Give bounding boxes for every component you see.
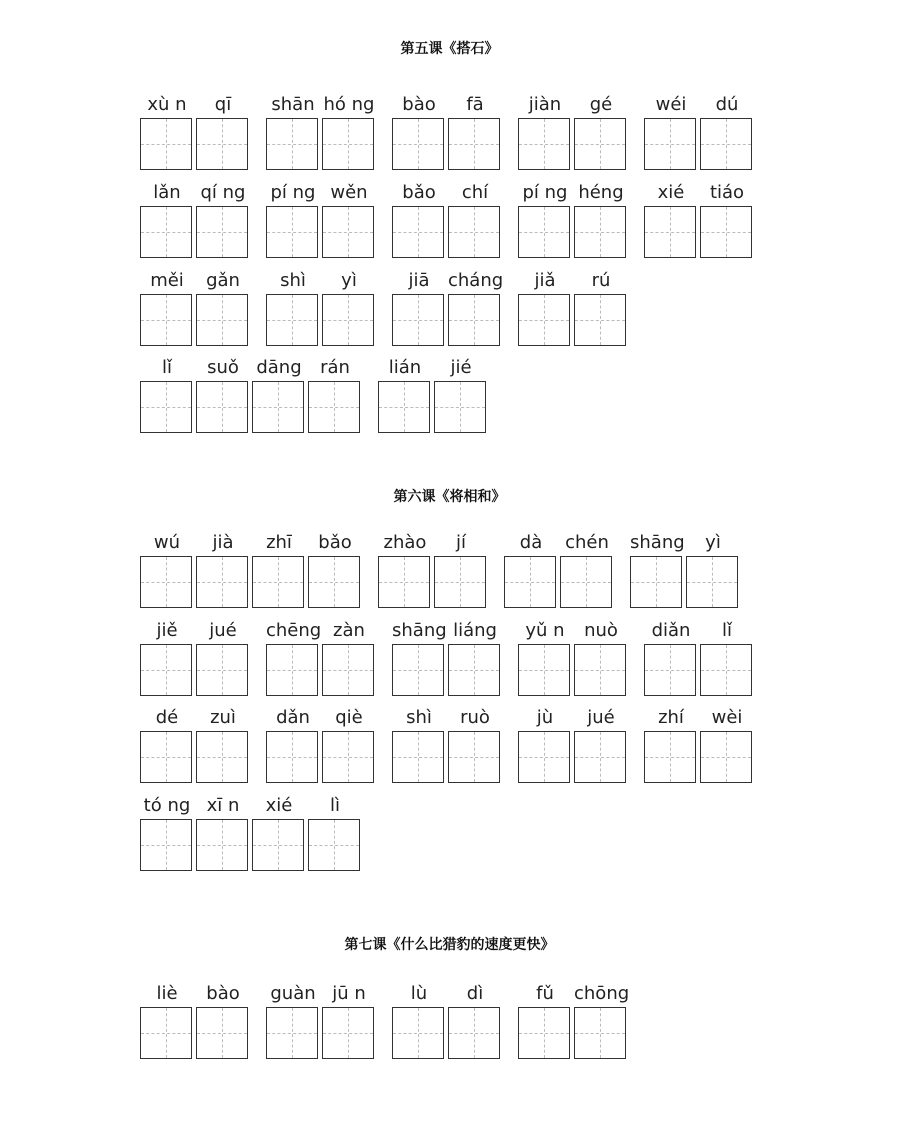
pinyin-line	[140, 795, 364, 819]
tianzige-box[interactable]	[140, 118, 192, 170]
tianzige-box[interactable]	[266, 118, 318, 170]
pinyin-syllable: zuì	[210, 707, 236, 728]
writing-boxes	[266, 1007, 378, 1059]
tianzige-box[interactable]	[140, 819, 192, 871]
tianzige-box[interactable]	[700, 644, 752, 696]
writing-boxes	[392, 206, 504, 258]
pinyin-syllable: shì	[280, 270, 306, 291]
pinyin-syllable: qí ng	[200, 182, 246, 203]
tianzige-box[interactable]	[700, 731, 752, 783]
pinyin-line	[378, 357, 490, 381]
pinyin-syllable: yì	[705, 532, 721, 553]
pinyin-syllable: tó ng	[143, 795, 191, 816]
pinyin-syllable: zàn	[333, 620, 365, 641]
tianzige-box[interactable]	[140, 1007, 192, 1059]
pinyin-line	[518, 707, 630, 731]
tianzige-box[interactable]	[196, 819, 248, 871]
tianzige-box[interactable]	[392, 206, 444, 258]
pinyin-syllable: lì	[329, 795, 340, 816]
tianzige-box[interactable]	[518, 1007, 570, 1059]
pinyin-syllable: zhī	[266, 532, 292, 553]
tianzige-box[interactable]	[322, 731, 374, 783]
pinyin-line	[518, 182, 630, 206]
pinyin-syllable: jiǎ	[534, 270, 556, 291]
pinyin-syllable: bào	[206, 983, 240, 1004]
pinyin-line	[504, 532, 616, 556]
pinyin-syllable: dú	[715, 94, 739, 115]
tianzige-box[interactable]	[448, 731, 500, 783]
tianzige-box[interactable]	[196, 294, 248, 346]
tianzige-box[interactable]	[644, 206, 696, 258]
pinyin-line	[644, 182, 756, 206]
pinyin-line	[140, 270, 252, 294]
pinyin-line	[644, 620, 756, 644]
pinyin-line	[266, 182, 378, 206]
tianzige-box[interactable]	[644, 731, 696, 783]
writing-boxes	[392, 118, 504, 170]
pinyin-syllable: lián	[388, 357, 422, 378]
tianzige-box[interactable]	[574, 644, 626, 696]
writing-boxes	[378, 556, 490, 608]
writing-boxes	[518, 118, 630, 170]
pinyin-syllable: fǔ	[536, 983, 554, 1004]
tianzige-box[interactable]	[266, 731, 318, 783]
pinyin-syllable: suǒ	[207, 357, 239, 378]
pinyin-line	[266, 983, 378, 1007]
pinyin-line	[518, 270, 630, 294]
pinyin-syllable: guàn	[270, 983, 316, 1004]
pinyin-syllable: lǐ	[161, 357, 172, 378]
tianzige-box[interactable]	[644, 118, 696, 170]
pinyin-syllable: pí ng	[270, 182, 316, 203]
tianzige-box[interactable]	[378, 381, 430, 433]
tianzige-box[interactable]	[196, 118, 248, 170]
pinyin-syllable: zhào	[383, 532, 427, 553]
writing-boxes	[140, 206, 252, 258]
tianzige-box[interactable]	[322, 118, 374, 170]
pinyin-syllable: gǎn	[206, 270, 240, 291]
writing-boxes	[140, 556, 364, 608]
pinyin-syllable: ruò	[460, 707, 490, 728]
tianzige-box[interactable]	[308, 381, 360, 433]
tianzige-box[interactable]	[140, 206, 192, 258]
pinyin-syllable: cháng	[448, 270, 504, 291]
writing-boxes	[504, 556, 616, 608]
tianzige-box[interactable]	[392, 731, 444, 783]
pinyin-syllable: wèi	[711, 707, 743, 728]
tianzige-box[interactable]	[448, 1007, 500, 1059]
tianzige-box[interactable]	[322, 294, 374, 346]
pinyin-line	[392, 270, 504, 294]
pinyin-line	[518, 983, 630, 1007]
pinyin-syllable: jiě	[156, 620, 178, 641]
writing-boxes	[518, 206, 630, 258]
tianzige-box[interactable]	[322, 1007, 374, 1059]
pinyin-syllable: jiā	[408, 270, 430, 291]
pinyin-line	[266, 707, 378, 731]
tianzige-box[interactable]	[196, 1007, 248, 1059]
tianzige-box[interactable]	[140, 381, 192, 433]
pinyin-line	[630, 532, 742, 556]
tianzige-box[interactable]	[266, 294, 318, 346]
pinyin-line	[266, 620, 378, 644]
pinyin-syllable: lù	[410, 983, 428, 1004]
tianzige-box[interactable]	[196, 644, 248, 696]
pinyin-syllable: hó ng	[323, 94, 375, 115]
writing-boxes	[518, 1007, 630, 1059]
pinyin-syllable: jū n	[332, 983, 366, 1004]
pinyin-syllable: yì	[341, 270, 357, 291]
pinyin-syllable: nuò	[584, 620, 618, 641]
pinyin-syllable: xī n	[206, 795, 240, 816]
tianzige-box[interactable]	[140, 294, 192, 346]
pinyin-syllable: gé	[589, 94, 613, 115]
tianzige-box[interactable]	[266, 206, 318, 258]
writing-boxes	[140, 731, 252, 783]
tianzige-box[interactable]	[392, 294, 444, 346]
pinyin-syllable: tiáo	[709, 182, 745, 203]
pinyin-syllable: dāng	[256, 357, 302, 378]
pinyin-line	[392, 707, 504, 731]
pinyin-syllable: jù	[536, 707, 554, 728]
tianzige-box[interactable]	[196, 731, 248, 783]
tianzige-box[interactable]	[252, 381, 304, 433]
tianzige-box[interactable]	[700, 118, 752, 170]
tianzige-box[interactable]	[560, 556, 612, 608]
writing-boxes	[392, 1007, 504, 1059]
writing-boxes	[644, 644, 756, 696]
tianzige-box[interactable]	[448, 294, 500, 346]
pinyin-line	[140, 182, 252, 206]
pinyin-syllable: shān	[271, 94, 315, 115]
writing-boxes	[630, 556, 742, 608]
pinyin-syllable: jué	[587, 707, 615, 728]
tianzige-box[interactable]	[518, 731, 570, 783]
pinyin-syllable: shāng	[392, 620, 447, 641]
pinyin-line	[518, 620, 630, 644]
tianzige-box[interactable]	[448, 644, 500, 696]
writing-boxes	[266, 644, 378, 696]
tianzige-box[interactable]	[448, 206, 500, 258]
pinyin-line	[644, 94, 756, 118]
writing-boxes	[140, 118, 252, 170]
writing-boxes	[378, 381, 490, 433]
pinyin-line	[392, 983, 504, 1007]
pinyin-syllable: shāng	[630, 532, 685, 553]
writing-boxes	[644, 731, 756, 783]
tianzige-box[interactable]	[140, 644, 192, 696]
tianzige-box[interactable]	[644, 644, 696, 696]
tianzige-box[interactable]	[518, 644, 570, 696]
pinyin-syllable: xié	[657, 182, 685, 203]
pinyin-syllable: liè	[156, 983, 178, 1004]
pinyin-line	[140, 620, 252, 644]
pinyin-syllable: rú	[591, 270, 611, 291]
pinyin-syllable: yǔ n	[525, 620, 565, 641]
pinyin-syllable: jué	[209, 620, 237, 641]
tianzige-box[interactable]	[518, 294, 570, 346]
pinyin-line	[140, 983, 252, 1007]
tianzige-box[interactable]	[322, 206, 374, 258]
pinyin-syllable: bǎo	[402, 182, 436, 203]
lesson-title: 第七课《什么比猎豹的速度更快》	[344, 937, 555, 953]
pinyin-syllable: dé	[155, 707, 179, 728]
writing-boxes	[644, 206, 756, 258]
pinyin-line	[266, 270, 378, 294]
pinyin-syllable: měi	[150, 270, 184, 291]
pinyin-syllable: xié	[265, 795, 293, 816]
tianzige-box[interactable]	[392, 1007, 444, 1059]
pinyin-syllable: jié	[450, 357, 472, 378]
tianzige-box[interactable]	[504, 556, 556, 608]
writing-boxes	[140, 819, 364, 871]
pinyin-syllable: wěn	[330, 182, 368, 203]
pinyin-line	[266, 94, 378, 118]
writing-boxes	[644, 118, 756, 170]
pinyin-syllable: bào	[402, 94, 436, 115]
pinyin-syllable: diǎn	[651, 620, 691, 641]
tianzige-box[interactable]	[700, 206, 752, 258]
pinyin-line	[392, 182, 504, 206]
pinyin-syllable: rán	[320, 357, 350, 378]
tianzige-box[interactable]	[392, 118, 444, 170]
writing-boxes	[140, 644, 252, 696]
tianzige-box[interactable]	[434, 381, 486, 433]
writing-boxes	[140, 381, 364, 433]
writing-boxes	[266, 731, 378, 783]
tianzige-box[interactable]	[378, 556, 430, 608]
tianzige-box[interactable]	[196, 381, 248, 433]
pinyin-syllable: fā	[466, 94, 484, 115]
tianzige-box[interactable]	[686, 556, 738, 608]
pinyin-syllable: wú	[153, 532, 181, 553]
writing-boxes	[392, 644, 504, 696]
pinyin-syllable: jiàn	[528, 94, 562, 115]
pinyin-line	[518, 94, 630, 118]
pinyin-syllable: bǎo	[318, 532, 352, 553]
tianzige-box[interactable]	[308, 819, 360, 871]
pinyin-syllable: qī	[214, 94, 232, 115]
tianzige-box[interactable]	[448, 118, 500, 170]
writing-boxes	[392, 731, 504, 783]
tianzige-box[interactable]	[196, 206, 248, 258]
tianzige-box[interactable]	[140, 731, 192, 783]
tianzige-box[interactable]	[574, 206, 626, 258]
tianzige-box[interactable]	[392, 644, 444, 696]
writing-boxes	[266, 294, 378, 346]
tianzige-box[interactable]	[434, 556, 486, 608]
tianzige-box[interactable]	[574, 1007, 626, 1059]
tianzige-box[interactable]	[140, 556, 192, 608]
pinyin-syllable: pí ng	[522, 182, 568, 203]
pinyin-line	[140, 357, 364, 381]
pinyin-syllable: lǐ	[721, 620, 732, 641]
tianzige-box[interactable]	[574, 118, 626, 170]
writing-boxes	[140, 1007, 252, 1059]
writing-boxes	[518, 731, 630, 783]
writing-boxes	[140, 294, 252, 346]
pinyin-line	[140, 532, 364, 556]
writing-boxes	[392, 294, 504, 346]
tianzige-box[interactable]	[308, 556, 360, 608]
tianzige-box[interactable]	[252, 819, 304, 871]
pinyin-syllable: shì	[406, 707, 432, 728]
writing-boxes	[266, 206, 378, 258]
tianzige-box[interactable]	[266, 1007, 318, 1059]
pinyin-syllable: liáng	[453, 620, 497, 641]
pinyin-line	[392, 94, 504, 118]
pinyin-line	[140, 94, 252, 118]
tianzige-box[interactable]	[322, 644, 374, 696]
pinyin-line	[140, 707, 252, 731]
pinyin-syllable: chēng	[266, 620, 322, 641]
pinyin-syllable: jí	[455, 532, 466, 553]
tianzige-box[interactable]	[574, 294, 626, 346]
tianzige-box[interactable]	[518, 206, 570, 258]
writing-boxes	[518, 294, 630, 346]
writing-boxes	[518, 644, 630, 696]
tianzige-box[interactable]	[518, 118, 570, 170]
pinyin-syllable: chōng	[574, 983, 630, 1004]
tianzige-box[interactable]	[252, 556, 304, 608]
pinyin-line	[644, 707, 756, 731]
pinyin-syllable: dǎn	[276, 707, 310, 728]
lesson-title: 第六课《将相和》	[393, 489, 506, 505]
pinyin-syllable: qiè	[335, 707, 363, 728]
pinyin-syllable: wéi	[655, 94, 687, 115]
pinyin-syllable: héng	[578, 182, 624, 203]
pinyin-line	[378, 532, 490, 556]
tianzige-box[interactable]	[196, 556, 248, 608]
tianzige-box[interactable]	[574, 731, 626, 783]
tianzige-box[interactable]	[266, 644, 318, 696]
pinyin-syllable: lǎn	[153, 182, 181, 203]
pinyin-syllable: xù n	[147, 94, 187, 115]
writing-boxes	[266, 118, 378, 170]
pinyin-syllable: dì	[466, 983, 484, 1004]
pinyin-syllable: chí	[461, 182, 489, 203]
pinyin-syllable: chén	[565, 532, 609, 553]
tianzige-box[interactable]	[630, 556, 682, 608]
pinyin-syllable: jià	[212, 532, 234, 553]
lesson-title: 第五课《搭石》	[400, 41, 499, 57]
pinyin-line	[392, 620, 504, 644]
pinyin-syllable: dà	[519, 532, 543, 553]
pinyin-syllable: zhí	[658, 707, 684, 728]
